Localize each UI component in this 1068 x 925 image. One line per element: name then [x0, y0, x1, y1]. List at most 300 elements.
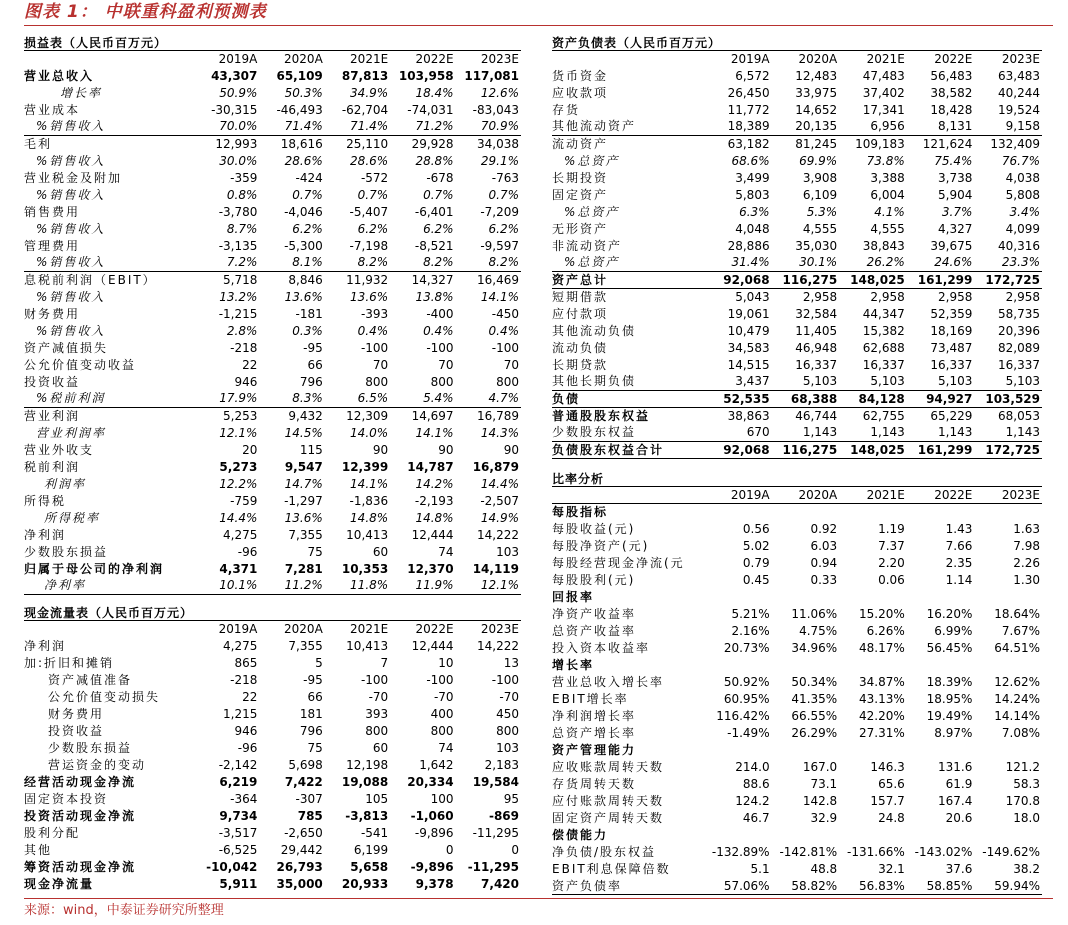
row-value: -9,896	[414, 825, 454, 840]
row-value: 0.06	[878, 573, 905, 587]
row-value	[907, 827, 975, 844]
row-label: 股利分配	[24, 825, 81, 840]
row-label: 回报率	[552, 590, 595, 604]
row-value: 12.1%	[456, 577, 521, 594]
row-value: 14,515	[727, 357, 770, 372]
year-header-cell: 2021E	[866, 52, 905, 66]
row-label: 流动负债	[552, 340, 609, 355]
row-value: 19,584	[472, 774, 519, 789]
row-value: -869	[488, 808, 519, 823]
row-value: 9,547	[284, 459, 323, 474]
row-value: 65,229	[930, 408, 973, 423]
row-value: 1,143	[839, 424, 907, 441]
row-value: 14.4%	[480, 476, 519, 491]
row-value: 11,772	[727, 102, 770, 117]
row-value: 12,444	[411, 638, 454, 653]
income-row	[24, 407, 521, 424]
row-value: -2,193	[414, 493, 454, 508]
row-value: 121.2	[1005, 760, 1040, 774]
row-value: 46,948	[795, 340, 838, 355]
row-value: 48.17%	[859, 641, 905, 655]
row-value: 7.08%	[1001, 726, 1040, 740]
row-value: -678	[426, 170, 454, 185]
row-label: 无形资产	[552, 221, 609, 236]
row-value: 172,725	[974, 441, 1042, 458]
row-value: 800	[430, 374, 454, 389]
income-statement-panel	[24, 36, 521, 595]
row-value: 0.7%	[488, 187, 519, 202]
row-value: 8.97%	[934, 726, 973, 740]
income-row	[24, 543, 521, 560]
row-value: 26.2%	[839, 254, 907, 271]
row-value: 90	[503, 442, 519, 457]
row-label: 财务费用	[24, 306, 81, 321]
row-label: 利润率	[44, 476, 87, 491]
row-value: 5,043	[735, 289, 770, 304]
cashflow-row	[24, 671, 521, 688]
row-value: -9,896	[410, 859, 454, 874]
row-value: 132,409	[990, 136, 1040, 151]
row-value: 800	[365, 374, 389, 389]
cashflow-row	[24, 637, 521, 654]
row-value: 87,813	[341, 68, 389, 83]
row-value: 41.35%	[791, 692, 838, 706]
row-value	[839, 827, 907, 844]
year-header-cell: 2021E	[350, 52, 389, 66]
row-value: -5,407	[349, 204, 389, 219]
row-value	[974, 589, 1042, 606]
row-label: 税前利润	[24, 459, 81, 474]
row-value: -572	[360, 170, 389, 185]
balance-row	[552, 407, 1042, 424]
row-value: 10,353	[341, 561, 389, 576]
row-label: %销售收入	[36, 187, 106, 202]
row-value: 73.1	[810, 777, 838, 791]
row-label: 流动资产	[552, 136, 609, 151]
row-value: 75	[307, 544, 323, 559]
ratio-row	[552, 810, 1042, 827]
balance-row	[552, 271, 1042, 288]
year-header-cell: 2019A	[218, 622, 258, 636]
row-value: 1,215	[223, 706, 258, 721]
row-label: 投入资本收益率	[552, 641, 651, 655]
row-value: 14.8%	[350, 510, 389, 525]
row-value: 65.6	[878, 777, 905, 791]
row-value: 65,109	[276, 68, 323, 83]
row-value: 800	[430, 723, 454, 738]
row-label: %销售收入	[36, 153, 106, 168]
row-value: 22	[242, 689, 258, 704]
row-value: 29,928	[411, 136, 454, 151]
row-value: 4.1%	[874, 204, 905, 219]
row-value: 40,316	[998, 238, 1040, 253]
ratio-row	[552, 504, 1042, 521]
row-label: EBIT利息保障倍数	[552, 862, 671, 876]
row-label: 营业总收入增长率	[552, 675, 665, 689]
row-value: 58.3	[1013, 777, 1040, 791]
row-value	[772, 657, 840, 674]
row-value: 6,572	[735, 68, 770, 83]
row-label: 其他流动资产	[552, 118, 704, 135]
row-value: 37,402	[862, 85, 905, 100]
row-value: 34.87%	[859, 675, 905, 689]
row-value: 11.06%	[791, 607, 838, 621]
row-value: 7.66	[945, 539, 973, 553]
balance-row	[552, 84, 1042, 101]
row-value	[704, 504, 772, 521]
row-label: 投资活动现金净流	[24, 808, 137, 823]
row-value: 18,616	[280, 136, 323, 151]
row-value: -541	[360, 825, 389, 840]
year-header-cell: 2020A	[284, 622, 323, 636]
row-value: -149.62%	[982, 845, 1040, 859]
row-value: 12,198	[346, 757, 389, 772]
row-value: 60	[372, 740, 389, 755]
row-value: 0.7%	[292, 187, 323, 202]
row-value: 74	[438, 740, 454, 755]
ratio-row	[552, 572, 1042, 589]
row-value	[704, 742, 772, 759]
row-label: 固定资产	[552, 187, 609, 202]
row-value: 14,327	[411, 272, 454, 287]
row-value: 62,688	[862, 340, 905, 355]
row-label: 营业利润率	[36, 425, 107, 440]
row-value: -3,780	[218, 204, 258, 219]
row-value: 3,499	[735, 170, 770, 185]
row-value: 90	[438, 442, 454, 457]
row-value: 94,927	[907, 390, 975, 407]
row-value: 26,450	[727, 85, 770, 100]
row-value: 26.29%	[791, 726, 838, 740]
income-row	[24, 441, 521, 458]
row-value: 9,158	[974, 118, 1042, 135]
row-value: -95	[303, 672, 323, 687]
row-value: -307	[295, 791, 323, 806]
row-value: 75	[307, 740, 323, 755]
row-value: 3,437	[704, 373, 772, 390]
row-value: 12.6%	[480, 85, 519, 100]
row-value: 4,555	[870, 221, 905, 236]
row-value: 7.37	[878, 539, 905, 553]
income-row	[24, 560, 521, 577]
row-label: 加:折旧和摊销	[24, 655, 115, 670]
row-value: -7,198	[349, 238, 389, 253]
balance-row	[552, 356, 1042, 373]
row-value: 3,388	[870, 170, 905, 185]
ratio-row	[552, 691, 1042, 708]
row-value: 5,103	[772, 373, 840, 390]
row-label: 负债股东权益合计	[552, 441, 704, 458]
row-value: 13	[503, 655, 519, 670]
row-value: 10.1%	[194, 577, 259, 594]
row-value: -2,650	[284, 825, 323, 840]
row-value: 8.3%	[259, 390, 324, 407]
row-label: 普通股股东权益	[552, 408, 651, 423]
row-value: 16,469	[477, 272, 519, 287]
row-value: 9,734	[219, 808, 258, 823]
income-row	[24, 458, 521, 475]
row-value	[839, 657, 907, 674]
row-value: 15,382	[862, 323, 905, 338]
cashflow-row	[24, 790, 521, 807]
ratio-row	[552, 640, 1042, 657]
row-label: 短期借款	[552, 289, 609, 304]
row-label: 营业外收支	[24, 442, 95, 457]
income-row	[24, 356, 521, 373]
row-value: 0.56	[742, 522, 770, 536]
balance-sheet-table	[552, 51, 1042, 459]
cashflow-row	[24, 875, 521, 892]
row-value: 34,038	[477, 136, 519, 151]
row-value: 167.0	[802, 760, 838, 774]
row-label: 现金净流量	[24, 876, 95, 891]
row-value: 20,396	[998, 323, 1040, 338]
row-value: 44,347	[862, 306, 905, 321]
row-value: 42.20%	[859, 709, 905, 723]
row-value	[704, 589, 772, 606]
row-value: 30.1%	[772, 254, 840, 271]
income-row	[24, 322, 521, 339]
row-value: 5,658	[350, 859, 389, 874]
row-value: 3.7%	[941, 204, 973, 219]
row-value: 1,143	[907, 424, 975, 441]
row-value: 2,958	[1005, 289, 1040, 304]
row-value: -7,209	[480, 204, 519, 219]
row-label: 公允价值变动收益	[24, 357, 137, 372]
row-value: 6.2%	[292, 221, 323, 236]
row-value: 46.7	[742, 811, 770, 825]
row-value: 7	[380, 655, 389, 670]
balance-row	[552, 288, 1042, 305]
row-label: 增长率	[60, 85, 103, 100]
row-value: 2,183	[484, 757, 519, 772]
row-value: 18.95%	[926, 692, 973, 706]
row-value: 10,413	[346, 527, 389, 542]
figure-header	[24, 0, 1053, 26]
row-value: 5.3%	[806, 204, 838, 219]
income-row	[24, 84, 521, 101]
ratio-row	[552, 623, 1042, 640]
row-label: 所得税	[24, 493, 67, 508]
row-value: -6,401	[414, 204, 454, 219]
row-value: 6,956	[839, 118, 907, 135]
year-header-cell: 2021E	[350, 622, 389, 636]
row-value: 2,958	[802, 289, 838, 304]
row-label: 长期投资	[552, 170, 609, 185]
row-value: -46,493	[276, 102, 323, 117]
year-header-blank	[24, 51, 194, 67]
income-row	[24, 288, 521, 305]
row-value: 16,337	[998, 357, 1040, 372]
row-value: 5,103	[839, 373, 907, 390]
row-label: 所得税率	[44, 510, 101, 525]
row-value: -11,295	[472, 825, 519, 840]
balance-row	[552, 135, 1042, 152]
balance-row	[552, 373, 1042, 390]
row-value: 0.33	[810, 573, 838, 587]
row-value: 12,444	[411, 527, 454, 542]
row-value: 16,337	[795, 357, 838, 372]
row-value: 670	[704, 424, 772, 441]
cashflow-row	[24, 722, 521, 739]
row-label: 营业税金及附加	[24, 170, 123, 185]
row-value: 14.0%	[350, 425, 389, 440]
row-value: 75.4%	[934, 153, 973, 168]
income-row	[24, 67, 521, 84]
cashflow-row	[24, 807, 521, 824]
row-value: -1,836	[349, 493, 389, 508]
row-value: 5.21%	[731, 607, 770, 621]
year-header-cell: 2020A	[772, 487, 840, 504]
cashflow-row	[24, 773, 521, 790]
row-value: 5,803	[735, 187, 770, 202]
row-label: 应收款项	[552, 85, 609, 100]
row-label: 应付账款周转天数	[552, 794, 665, 808]
row-value: 38,863	[727, 408, 770, 423]
row-value: 6,109	[802, 187, 838, 202]
row-value: 393	[365, 706, 389, 721]
row-value: -763	[491, 170, 519, 185]
row-label: 总资产收益率	[552, 624, 637, 638]
row-value: 14.4%	[219, 510, 258, 525]
row-value: 8,846	[288, 272, 323, 287]
row-value: 13.6%	[284, 289, 323, 304]
row-value: 400	[430, 706, 454, 721]
income-row	[24, 475, 521, 492]
row-value: 0.4%	[357, 323, 389, 338]
row-value: 785	[297, 808, 323, 823]
row-value: 6.26%	[866, 624, 905, 638]
row-value: 71.4%	[259, 118, 324, 135]
row-value: 7.67%	[1001, 624, 1040, 638]
row-label: 存货	[552, 102, 581, 117]
year-header-cell: 2022E	[907, 487, 975, 504]
figure-title: 图表 1： 中联重科盈利预测表	[24, 2, 267, 22]
row-value: -8,521	[414, 238, 454, 253]
row-value: -5,300	[284, 238, 323, 253]
row-value: 37.6	[945, 862, 973, 876]
row-value: 32.1	[878, 862, 905, 876]
row-value: -96	[237, 544, 258, 559]
row-value: 38,582	[930, 85, 973, 100]
row-value: 0	[445, 842, 454, 857]
row-value: 58.85%	[907, 878, 975, 895]
row-label: %销售收入	[36, 323, 106, 338]
row-value: 5,103	[974, 373, 1042, 390]
row-value: -100	[491, 672, 519, 687]
row-value: 76.7%	[1001, 153, 1040, 168]
row-value: 48.8	[810, 862, 838, 876]
balance-row	[552, 254, 1042, 271]
row-value: 17.9%	[194, 390, 259, 407]
row-value: 6,219	[219, 774, 258, 789]
row-label: 非流动资产	[552, 238, 623, 253]
income-year-header	[24, 51, 521, 67]
row-value: 60	[372, 544, 389, 559]
row-label: 净利润	[24, 638, 67, 653]
row-value: 66.55%	[791, 709, 838, 723]
year-header-cell: 2022E	[415, 622, 454, 636]
row-value: 4,275	[223, 527, 258, 542]
income-row	[24, 424, 521, 441]
row-value: 5,911	[219, 876, 258, 891]
row-value	[974, 504, 1042, 521]
balance-row	[552, 118, 1042, 135]
row-value: 103	[496, 544, 519, 559]
balance-sheet-title: 资产负债表（人民币百万元）	[552, 36, 1042, 51]
row-value: -9,597	[480, 238, 519, 253]
row-value: 13.8%	[415, 289, 454, 304]
year-header-blank	[24, 621, 194, 637]
row-value: 0.4%	[488, 323, 519, 338]
row-value: 7,420	[481, 876, 519, 891]
row-value: 11.8%	[325, 577, 390, 594]
row-label: 每股净资产(元)	[552, 539, 650, 553]
balance-row	[552, 220, 1042, 237]
row-label: 总资产增长率	[552, 726, 637, 740]
row-value: -11,295	[467, 859, 519, 874]
row-value: 32,584	[795, 306, 838, 321]
row-value: 14.24%	[994, 692, 1040, 706]
row-value: 131.6	[938, 760, 973, 774]
row-value: 73.8%	[866, 153, 905, 168]
row-value: 66	[307, 689, 323, 704]
balance-row	[552, 101, 1042, 118]
row-value: 2.8%	[226, 323, 258, 338]
row-value	[907, 742, 975, 759]
row-value: 26,793	[276, 859, 323, 874]
row-value: 81,245	[795, 136, 838, 151]
balance-row	[552, 441, 1042, 458]
row-value: 38.2	[1013, 862, 1040, 876]
row-value: -132.89%	[711, 845, 770, 859]
row-label: %总资产	[564, 153, 620, 168]
row-value: 796	[299, 723, 323, 738]
row-value: -83,043	[472, 102, 519, 117]
row-value: 6.2%	[357, 221, 389, 236]
ratio-row	[552, 725, 1042, 742]
row-label: 息税前利润（EBIT）	[24, 272, 157, 287]
income-row	[24, 101, 521, 118]
row-value: 12,309	[346, 408, 389, 423]
row-value: 66	[307, 357, 323, 372]
row-label: 营业利润	[24, 408, 81, 423]
row-label: 净利润	[24, 527, 67, 542]
row-value: 16,789	[477, 408, 519, 423]
row-value: 43.13%	[859, 692, 905, 706]
row-value: 14.14%	[994, 709, 1040, 723]
row-value: 50.3%	[284, 85, 323, 100]
row-label: EBIT增长率	[552, 692, 629, 706]
row-value: 38,843	[862, 238, 905, 253]
row-value: 14.8%	[415, 510, 454, 525]
row-value: 6,199	[353, 842, 389, 857]
row-value: 6.2%	[423, 221, 454, 236]
balance-row	[552, 237, 1042, 254]
row-value: 3,738	[938, 170, 973, 185]
row-value: -6,525	[218, 842, 258, 857]
row-value: 32.9	[810, 811, 838, 825]
row-value: 58,735	[998, 306, 1040, 321]
row-value: 33,975	[795, 85, 838, 100]
row-value: 12.2%	[219, 476, 258, 491]
row-value: 1.30	[1013, 573, 1040, 587]
row-value: 946	[234, 374, 258, 389]
row-value: -70	[368, 689, 389, 704]
row-label: 净资产收益率	[552, 607, 637, 621]
year-header-cell: 2023E	[974, 487, 1042, 504]
row-label: 资产减值损失	[24, 340, 109, 355]
